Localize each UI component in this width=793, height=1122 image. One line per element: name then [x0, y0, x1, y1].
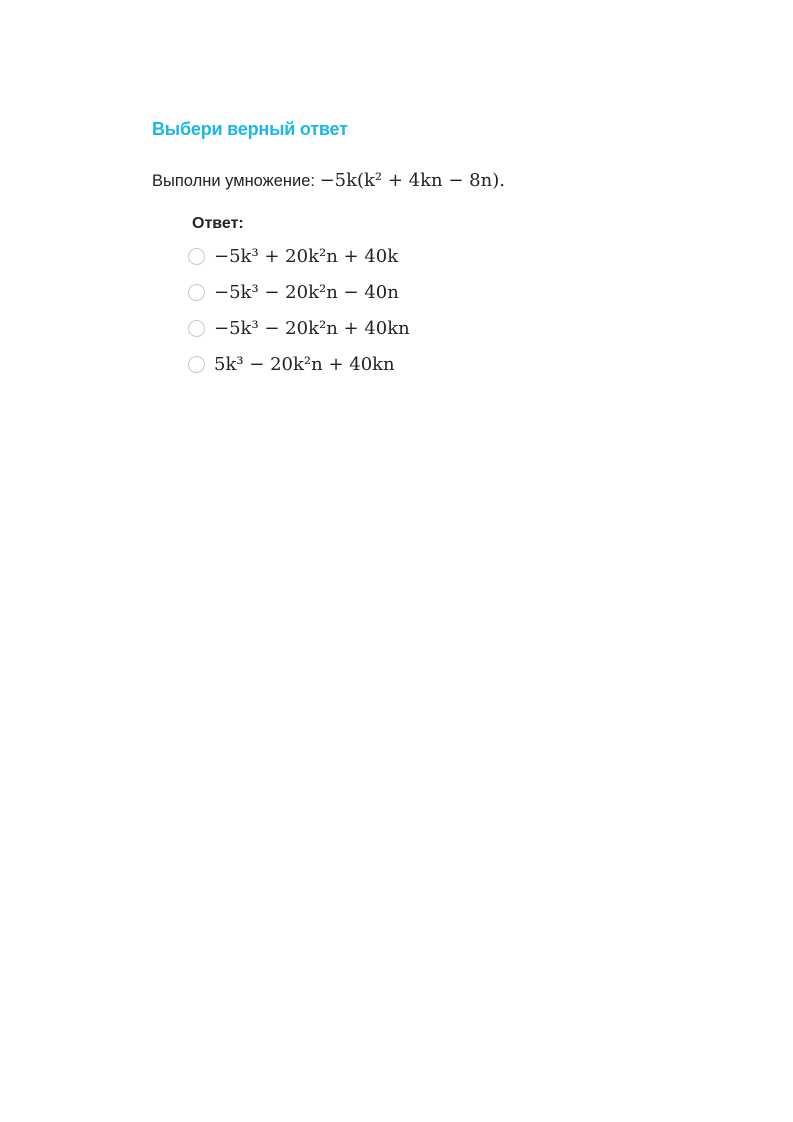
- answer-option-label[interactable]: −5k³ − 20k²n − 40n: [214, 281, 399, 303]
- question-prefix: Выполни умножение:: [152, 172, 320, 190]
- question-text: [152, 168, 712, 194]
- answer-options: [188, 238, 712, 382]
- answer-option-1[interactable]: [188, 238, 712, 274]
- answer-option-4[interactable]: [188, 346, 712, 382]
- radio-button[interactable]: [188, 320, 205, 337]
- answer-option-label[interactable]: 5k³ − 20k²n + 40kn: [214, 353, 395, 375]
- radio-button[interactable]: [188, 284, 205, 301]
- answer-option-3[interactable]: [188, 310, 712, 346]
- answer-label: Ответ:: [192, 215, 244, 232]
- radio-button[interactable]: [188, 248, 205, 265]
- answer-block: [188, 214, 712, 382]
- question-expression: −5k(k² + 4kn − 8n).: [319, 170, 505, 191]
- answer-option-label[interactable]: −5k³ + 20k²n + 40k: [214, 245, 399, 267]
- radio-button[interactable]: [188, 356, 205, 373]
- task-card: [152, 117, 712, 382]
- task-title: Выбери верный ответ: [152, 119, 348, 139]
- answer-option-2[interactable]: [188, 274, 712, 310]
- answer-option-label[interactable]: −5k³ − 20k²n + 40kn: [214, 317, 410, 339]
